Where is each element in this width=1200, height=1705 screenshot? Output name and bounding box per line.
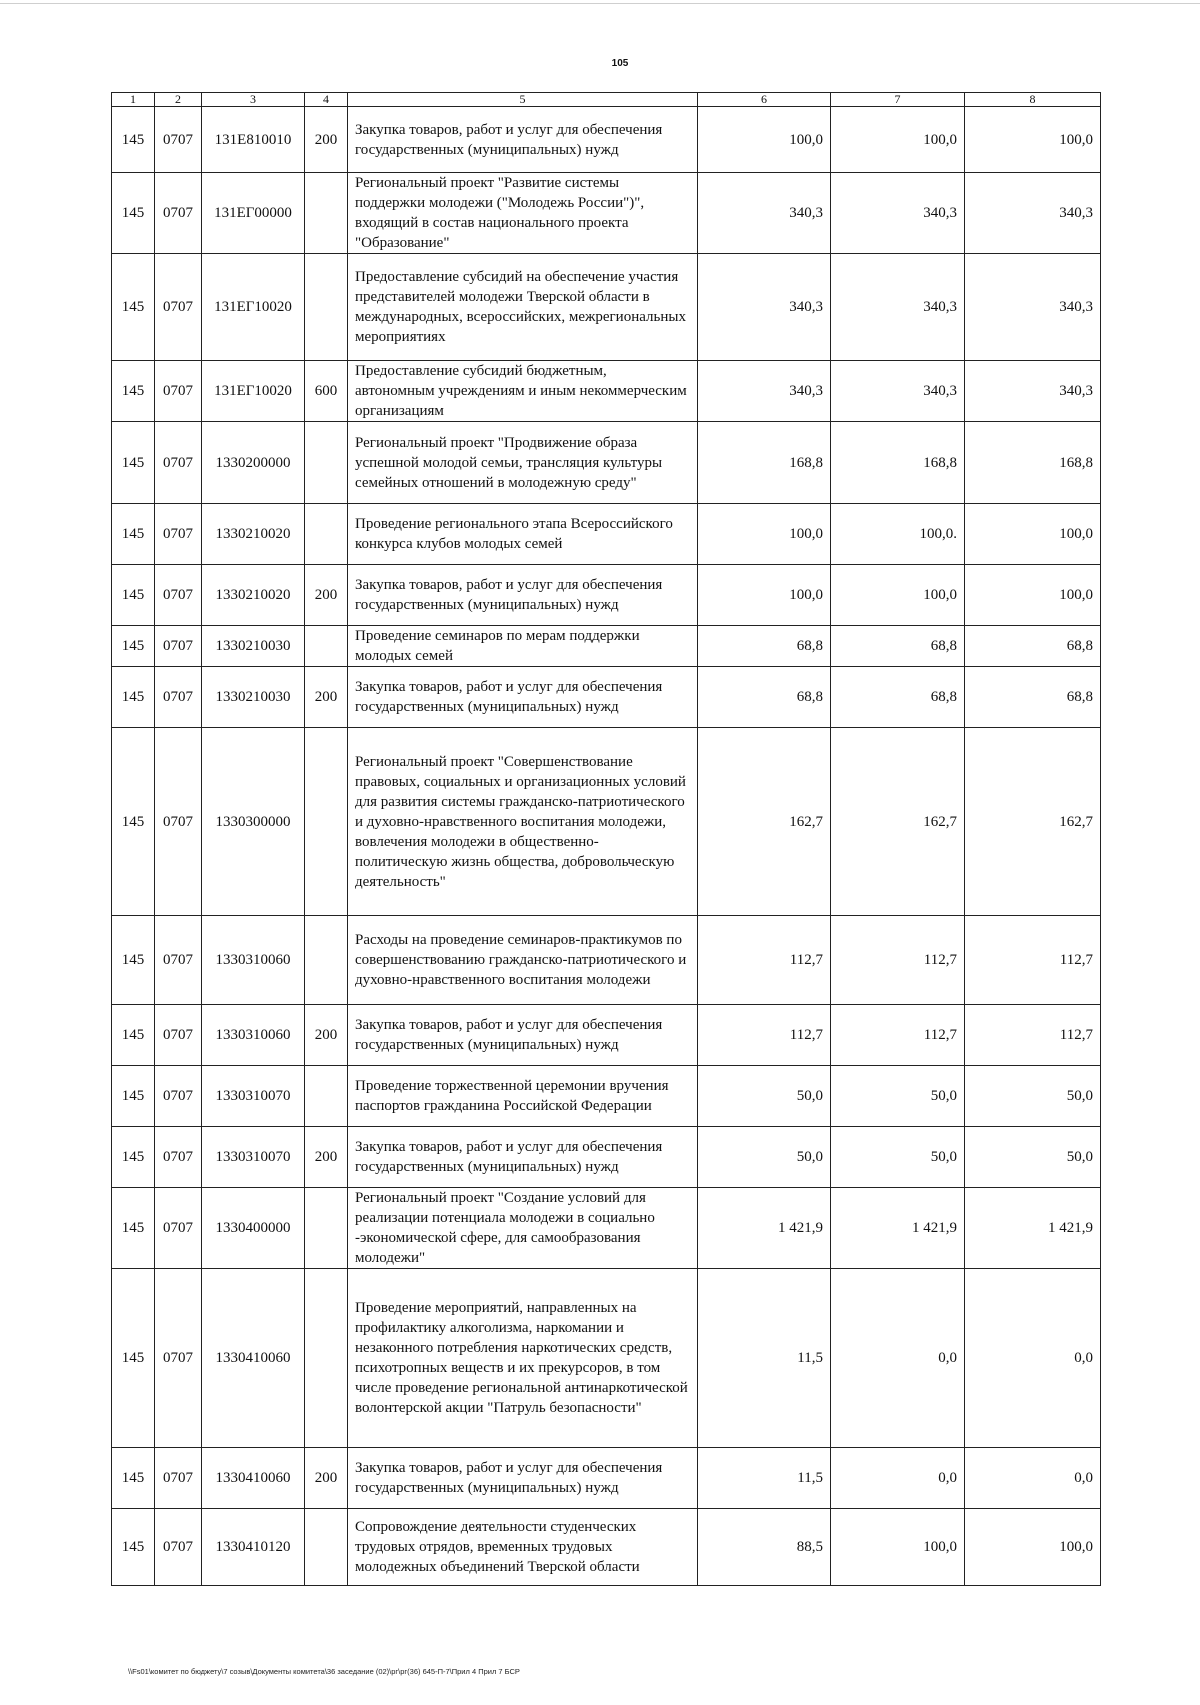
value-year-1: 50,0 <box>698 1066 831 1127</box>
code-admin: 145 <box>112 361 155 422</box>
code-target: 1330410120 <box>202 1509 305 1586</box>
code-target: 131ЕГ10020 <box>202 361 305 422</box>
value-year-1: 68,8 <box>698 626 831 667</box>
value-year-3: 0,0 <box>965 1448 1101 1509</box>
value-year-3: 340,3 <box>965 173 1101 254</box>
description-cell: Закупка товаров, работ и услуг для обеспечения государственных (муниципальных) нужд <box>348 107 698 173</box>
code-admin: 145 <box>112 1127 155 1188</box>
table-row <box>112 626 1101 667</box>
value-year-1: 100,0 <box>698 504 831 565</box>
value-year-2: 0,0 <box>831 1269 965 1448</box>
description-cell: Закупка товаров, работ и услуг для обеспечения государственных (муниципальных) нужд <box>348 565 698 626</box>
code-target: 131ЕГ00000 <box>202 173 305 254</box>
code-admin: 145 <box>112 173 155 254</box>
description-cell: Закупка товаров, работ и услуг для обеспечения государственных (муниципальных) нужд <box>348 1005 698 1066</box>
code-type <box>305 1188 348 1269</box>
table-row <box>112 565 1101 626</box>
code-type <box>305 1066 348 1127</box>
description-cell: Проведение торжественной церемонии вручения паспортов гражданина Российской Федерации <box>348 1066 698 1127</box>
value-year-2: 100,0 <box>831 1509 965 1586</box>
code-admin: 145 <box>112 1005 155 1066</box>
code-admin: 145 <box>112 1066 155 1127</box>
column-header: 2 <box>155 93 202 107</box>
code-type: 600 <box>305 361 348 422</box>
code-type: 200 <box>305 1448 348 1509</box>
code-admin: 145 <box>112 1188 155 1269</box>
value-year-3: 340,3 <box>965 361 1101 422</box>
value-year-2: 50,0 <box>831 1066 965 1127</box>
code-type: 200 <box>305 667 348 728</box>
code-type <box>305 504 348 565</box>
code-section: 0707 <box>155 1509 202 1586</box>
column-header: 7 <box>831 93 965 107</box>
value-year-1: 168,8 <box>698 422 831 504</box>
value-year-3: 68,8 <box>965 626 1101 667</box>
value-year-2: 0,0 <box>831 1448 965 1509</box>
table-row <box>112 1127 1101 1188</box>
code-target: 1330210030 <box>202 626 305 667</box>
value-year-1: 340,3 <box>698 173 831 254</box>
description-cell: Проведение семинаров по мерам поддержки молодых семей <box>348 626 698 667</box>
code-section: 0707 <box>155 1005 202 1066</box>
table-row <box>112 504 1101 565</box>
value-year-3: 68,8 <box>965 667 1101 728</box>
code-target: 1330210020 <box>202 565 305 626</box>
code-section: 0707 <box>155 565 202 626</box>
code-target: 1330310060 <box>202 916 305 1005</box>
code-target: 1330210020 <box>202 504 305 565</box>
value-year-1: 100,0 <box>698 107 831 173</box>
code-section: 0707 <box>155 667 202 728</box>
value-year-3: 100,0 <box>965 107 1101 173</box>
table-row <box>112 1005 1101 1066</box>
table-row <box>112 107 1101 173</box>
table-row <box>112 1269 1101 1448</box>
value-year-2: 100,0 <box>831 107 965 173</box>
code-type <box>305 173 348 254</box>
column-header: 8 <box>965 93 1101 107</box>
code-target: 131ЕГ10020 <box>202 254 305 361</box>
description-cell: Предоставление субсидий на обеспечение участия представителей молодежи Тверской области в международных, всероссийских, межрегиональных мероприятиях <box>348 254 698 361</box>
code-section: 0707 <box>155 1127 202 1188</box>
code-target: 1330310060 <box>202 1005 305 1066</box>
value-year-3: 100,0 <box>965 1509 1101 1586</box>
value-year-1: 162,7 <box>698 728 831 916</box>
value-year-2: 340,3 <box>831 361 965 422</box>
value-year-2: 1 421,9 <box>831 1188 965 1269</box>
value-year-1: 68,8 <box>698 667 831 728</box>
description-cell: Региональный проект "Развитие системы поддержки молодежи ("Молодежь России")", входящий в состав национального проекта "Образование" <box>348 173 698 254</box>
code-type <box>305 728 348 916</box>
code-section: 0707 <box>155 504 202 565</box>
value-year-3: 162,7 <box>965 728 1101 916</box>
description-cell: Региональный проект "Создание условий для реализации потенциала молодежи в социально -экономической сфере, для самообразования молодежи" <box>348 1188 698 1269</box>
code-type <box>305 422 348 504</box>
column-header: 4 <box>305 93 348 107</box>
table-row <box>112 1509 1101 1586</box>
table-row <box>112 1188 1101 1269</box>
code-section: 0707 <box>155 916 202 1005</box>
code-admin: 145 <box>112 667 155 728</box>
code-admin: 145 <box>112 1448 155 1509</box>
description-cell: Проведение регионального этапа Всероссийского конкурса клубов молодых семей <box>348 504 698 565</box>
table-row <box>112 1066 1101 1127</box>
value-year-3: 340,3 <box>965 254 1101 361</box>
value-year-2: 68,8 <box>831 626 965 667</box>
code-target: 1330310070 <box>202 1127 305 1188</box>
file-path-footer: \\Fs01\комитет по бюджету\7 созыв\Документы комитета\36 заседание (02)\рг\рг(36) 645-П-7\Прил 4 Прил 7 БСР <box>128 1667 520 1676</box>
value-year-3: 112,7 <box>965 1005 1101 1066</box>
code-target: 1330210030 <box>202 667 305 728</box>
value-year-2: 112,7 <box>831 1005 965 1066</box>
code-admin: 145 <box>112 565 155 626</box>
column-header: 6 <box>698 93 831 107</box>
value-year-3: 0,0 <box>965 1269 1101 1448</box>
value-year-2: 50,0 <box>831 1127 965 1188</box>
code-section: 0707 <box>155 173 202 254</box>
code-section: 0707 <box>155 422 202 504</box>
value-year-1: 88,5 <box>698 1509 831 1586</box>
code-section: 0707 <box>155 254 202 361</box>
code-target: 1330200000 <box>202 422 305 504</box>
description-cell: Закупка товаров, работ и услуг для обеспечения государственных (муниципальных) нужд <box>348 1448 698 1509</box>
code-section: 0707 <box>155 1269 202 1448</box>
value-year-1: 100,0 <box>698 565 831 626</box>
value-year-2: 100,0 <box>831 565 965 626</box>
code-type <box>305 626 348 667</box>
description-cell: Проведение мероприятий, направленных на профилактику алкоголизма, наркомании и незаконного потребления наркотических средств, психотропных веществ и их прекурсоров, в том числе проведение региональной антинаркотической волонтерской акции "Патруль безопасности" <box>348 1269 698 1448</box>
value-year-3: 100,0 <box>965 565 1101 626</box>
description-cell: Расходы на проведение семинаров-практикумов по совершенствованию гражданско-патриотического и духовно-нравственного воспитания молодежи <box>348 916 698 1005</box>
code-type: 200 <box>305 1127 348 1188</box>
value-year-2: 100,0. <box>831 504 965 565</box>
page-top-rule <box>0 3 1200 4</box>
value-year-2: 162,7 <box>831 728 965 916</box>
description-cell: Закупка товаров, работ и услуг для обеспечения государственных (муниципальных) нужд <box>348 1127 698 1188</box>
value-year-2: 168,8 <box>831 422 965 504</box>
code-admin: 145 <box>112 728 155 916</box>
code-section: 0707 <box>155 1448 202 1509</box>
table-row <box>112 422 1101 504</box>
budget-table <box>111 92 1101 1586</box>
table-row <box>112 1448 1101 1509</box>
code-admin: 145 <box>112 916 155 1005</box>
value-year-1: 11,5 <box>698 1448 831 1509</box>
code-section: 0707 <box>155 728 202 916</box>
description-cell: Региональный проект "Продвижение образа успешной молодой семьи, трансляция культуры семейных отношений в молодежную среду" <box>348 422 698 504</box>
value-year-3: 50,0 <box>965 1066 1101 1127</box>
page-number: 105 <box>611 58 629 69</box>
code-type: 200 <box>305 1005 348 1066</box>
code-type: 200 <box>305 565 348 626</box>
code-admin: 145 <box>112 504 155 565</box>
table-row <box>112 361 1101 422</box>
code-target: 1330410060 <box>202 1448 305 1509</box>
code-section: 0707 <box>155 626 202 667</box>
code-type <box>305 254 348 361</box>
description-cell: Предоставление субсидий бюджетным, автономным учреждениям и иным некоммерческим организациям <box>348 361 698 422</box>
value-year-2: 340,3 <box>831 254 965 361</box>
value-year-1: 112,7 <box>698 916 831 1005</box>
code-type: 200 <box>305 107 348 173</box>
table-row <box>112 667 1101 728</box>
value-year-1: 50,0 <box>698 1127 831 1188</box>
value-year-1: 11,5 <box>698 1269 831 1448</box>
value-year-2: 340,3 <box>831 173 965 254</box>
value-year-1: 112,7 <box>698 1005 831 1066</box>
table-row <box>112 173 1101 254</box>
code-target: 1330410060 <box>202 1269 305 1448</box>
table-row <box>112 728 1101 916</box>
code-target: 1330300000 <box>202 728 305 916</box>
column-number-row <box>112 93 1101 107</box>
description-cell: Сопровождение деятельности студенческих трудовых отрядов, временных трудовых молодежных объединений Тверской области <box>348 1509 698 1586</box>
table-row <box>112 916 1101 1005</box>
value-year-1: 340,3 <box>698 254 831 361</box>
code-section: 0707 <box>155 361 202 422</box>
value-year-3: 100,0 <box>965 504 1101 565</box>
code-section: 0707 <box>155 107 202 173</box>
value-year-3: 50,0 <box>965 1127 1101 1188</box>
code-type <box>305 1509 348 1586</box>
value-year-2: 68,8 <box>831 667 965 728</box>
description-cell: Региональный проект "Совершенствование правовых, социальных и организационных условий для развития системы гражданско-патриотического и духовно-нравственного воспитания молодежи, вовлечения молодежи в общественно-политическую жизнь общества, добровольческую деятельность" <box>348 728 698 916</box>
code-admin: 145 <box>112 107 155 173</box>
value-year-3: 1 421,9 <box>965 1188 1101 1269</box>
value-year-1: 340,3 <box>698 361 831 422</box>
code-target: 1330310070 <box>202 1066 305 1127</box>
code-section: 0707 <box>155 1066 202 1127</box>
value-year-2: 112,7 <box>831 916 965 1005</box>
description-cell: Закупка товаров, работ и услуг для обеспечения государственных (муниципальных) нужд <box>348 667 698 728</box>
code-section: 0707 <box>155 1188 202 1269</box>
code-admin: 145 <box>112 626 155 667</box>
table-row <box>112 254 1101 361</box>
value-year-3: 112,7 <box>965 916 1101 1005</box>
table-body <box>112 107 1101 1586</box>
value-year-1: 1 421,9 <box>698 1188 831 1269</box>
code-type <box>305 916 348 1005</box>
code-admin: 145 <box>112 1509 155 1586</box>
column-header: 5 <box>348 93 698 107</box>
code-admin: 145 <box>112 254 155 361</box>
column-header: 1 <box>112 93 155 107</box>
code-target: 131Е810010 <box>202 107 305 173</box>
code-admin: 145 <box>112 422 155 504</box>
code-target: 1330400000 <box>202 1188 305 1269</box>
column-header: 3 <box>202 93 305 107</box>
code-type <box>305 1269 348 1448</box>
code-admin: 145 <box>112 1269 155 1448</box>
value-year-3: 168,8 <box>965 422 1101 504</box>
